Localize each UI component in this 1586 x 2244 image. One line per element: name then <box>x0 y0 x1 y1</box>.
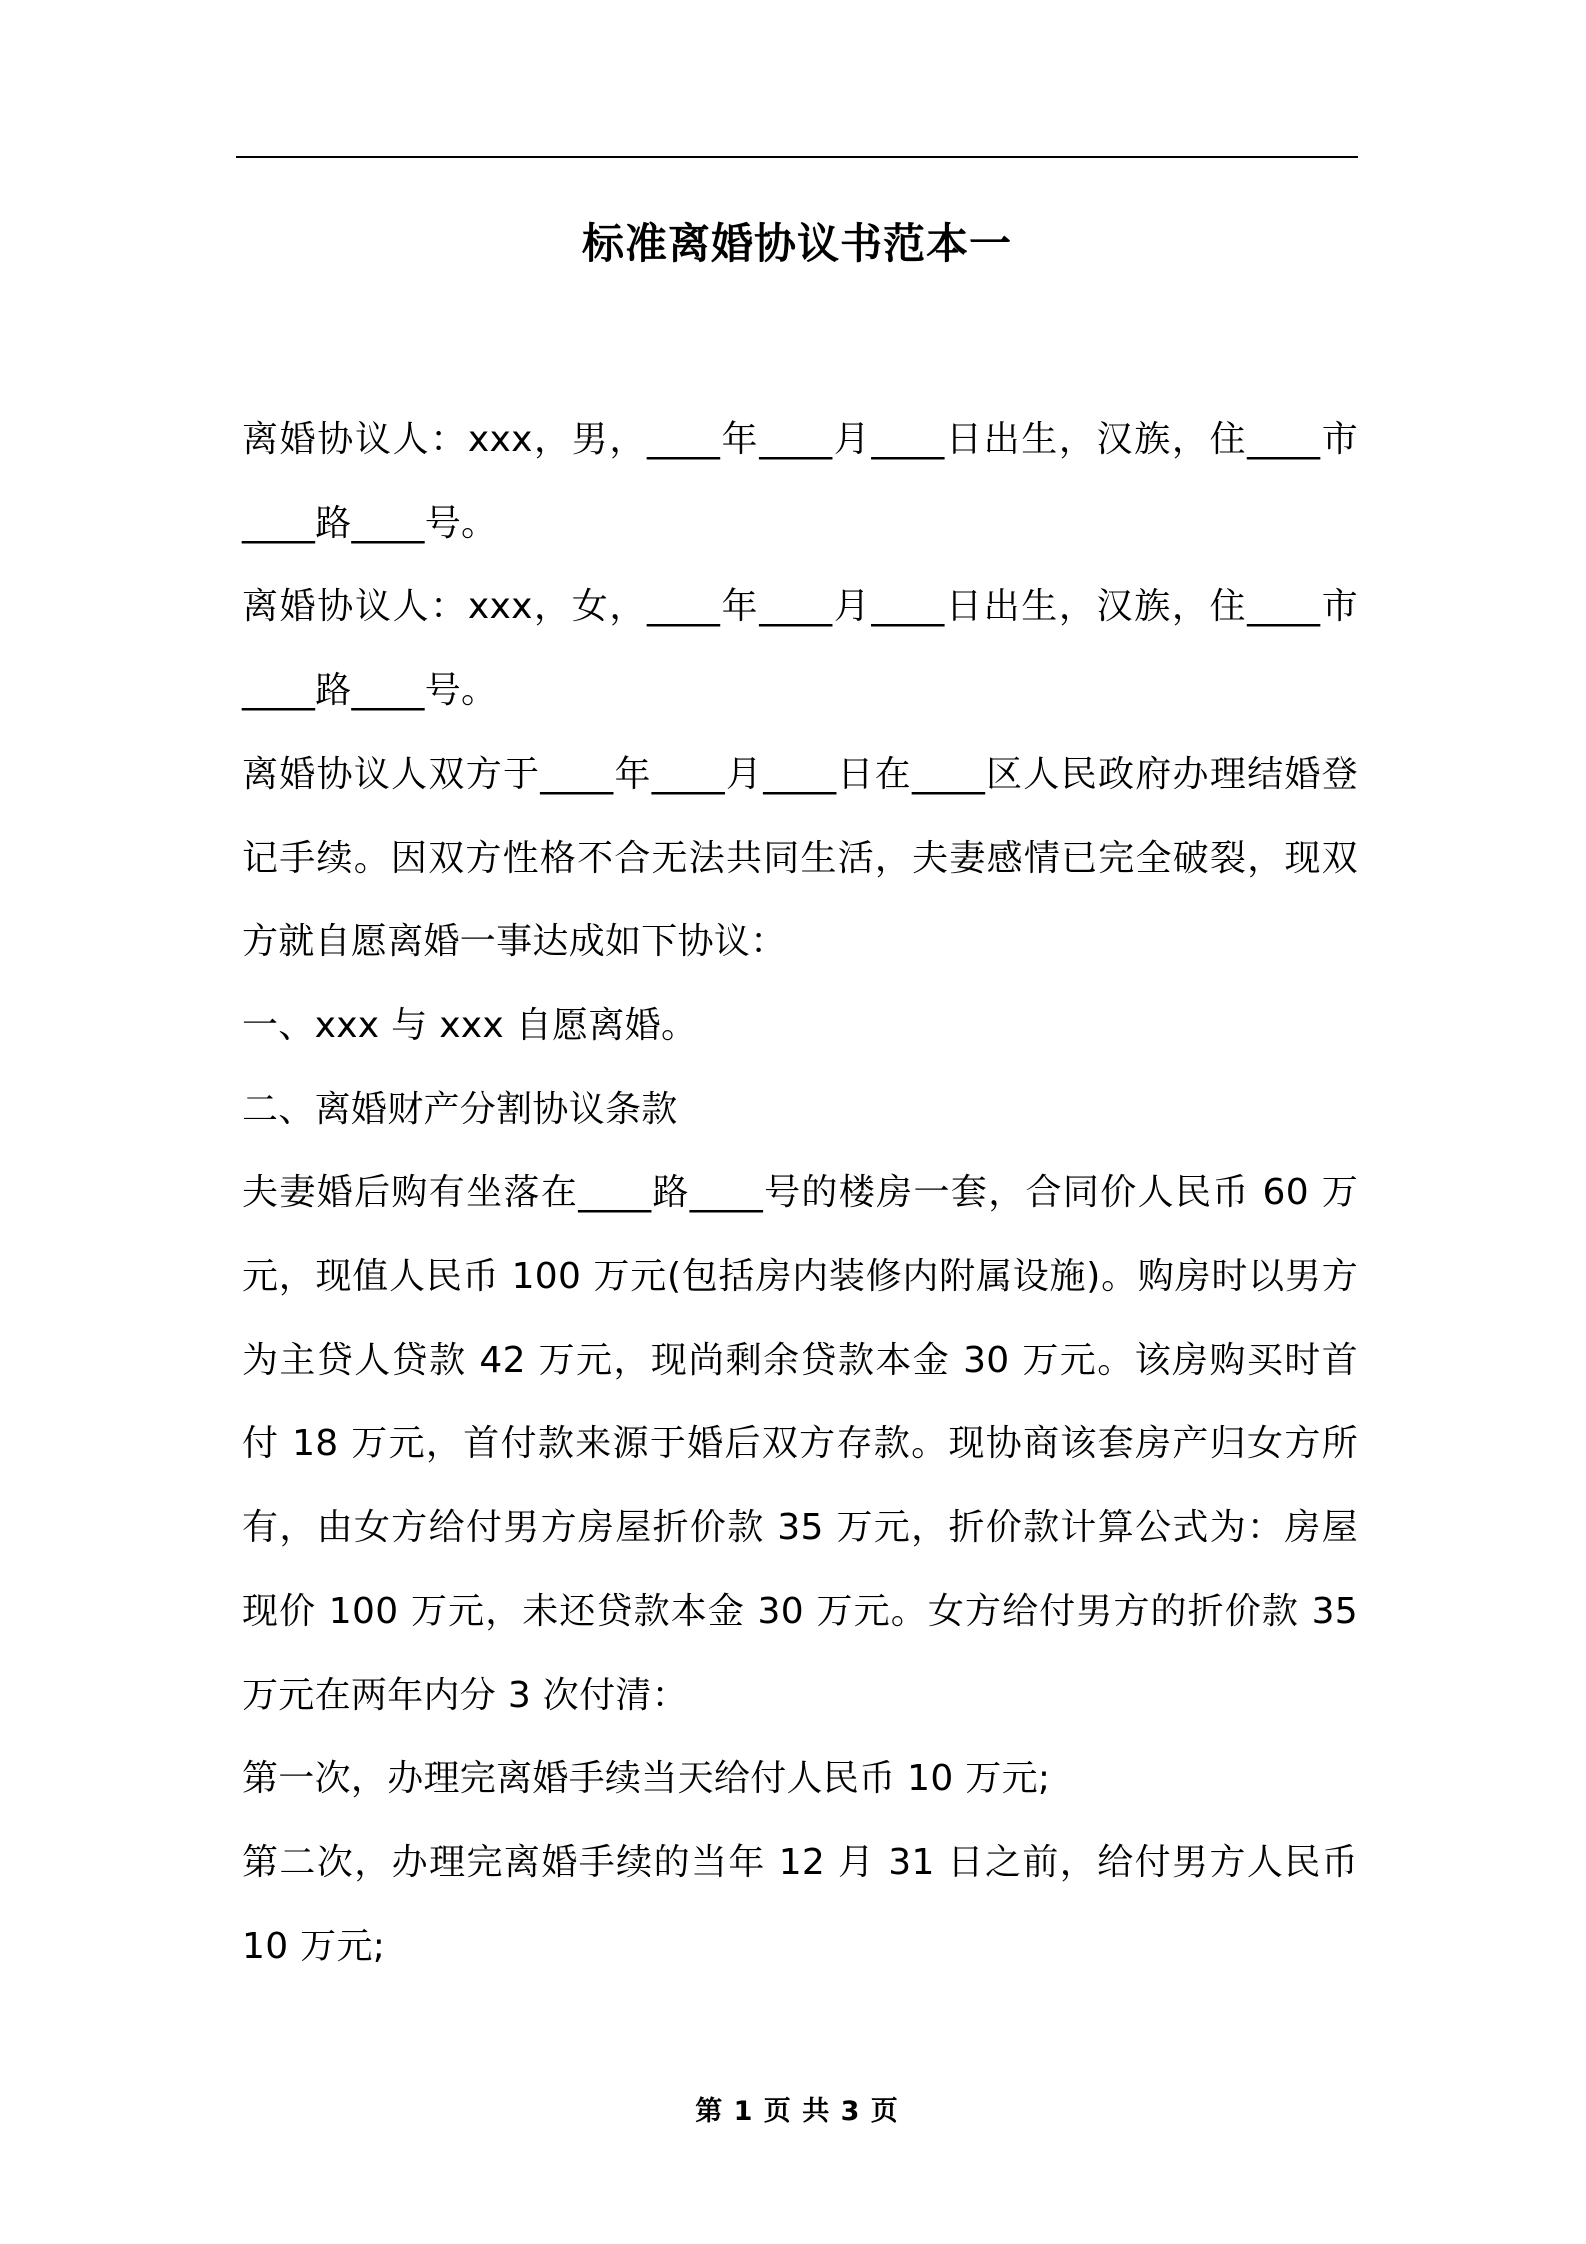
clause-2-heading-property: 二、离婚财产分割协议条款 <box>242 1088 678 1130</box>
document-title: 标准离婚协议书范本一 <box>581 219 1012 268</box>
page-number-footer: 第 1 页 共 3 页 <box>695 2096 899 2127</box>
paragraph-payment-second: 第二次，办理完离婚手续的当年 12 月 31 日之前，给付男方人民币 10 万元; <box>242 1841 1358 1967</box>
paragraph-party-female: 离婚协议人：xxx，女，____年____月____日出生，汉族，住____市____路____号。 <box>242 586 1358 712</box>
clause-1-voluntary-divorce: 一、xxx 与 xxx 自愿离婚。 <box>242 1004 698 1046</box>
paragraph-property-details: 夫妻婚后购有坐落在____路____号的楼房一套，合同价人民币 60 万元，现值人民币 100 万元(包括房内装修内附属设施)。购房时以男方为主贷人贷款 42 万元，现尚剩余贷款本金 30 万元。该房购买时首付 18 万元，首付款来源于婚后双方存款。现协商该套房产归女方所有，由女方给付男方房屋折价款 35 万元，折价款计算公式为：房屋现价 100 万元，未还贷款本金 30 万元。女方给付男方的折价款 35 万元在两年内分 3 次付清： <box>242 1172 1358 1716</box>
paragraph-marriage-registration: 离婚协议人双方于____年____月____日在____区人民政府办理结婚登记手续。因双方性格不合无法共同生活，夫妻感情已完全破裂，现双方就自愿离婚一事达成如下协议： <box>242 753 1358 963</box>
document-body <box>242 398 1358 1988</box>
paragraph-party-male: 离婚协议人：xxx，男，____年____月____日出生，汉族，住____市____路____号。 <box>242 419 1358 544</box>
paragraph-payment-first: 第一次，办理完离婚手续当天给付人民币 10 万元; <box>242 1758 1051 1800</box>
header-divider <box>236 156 1358 158</box>
